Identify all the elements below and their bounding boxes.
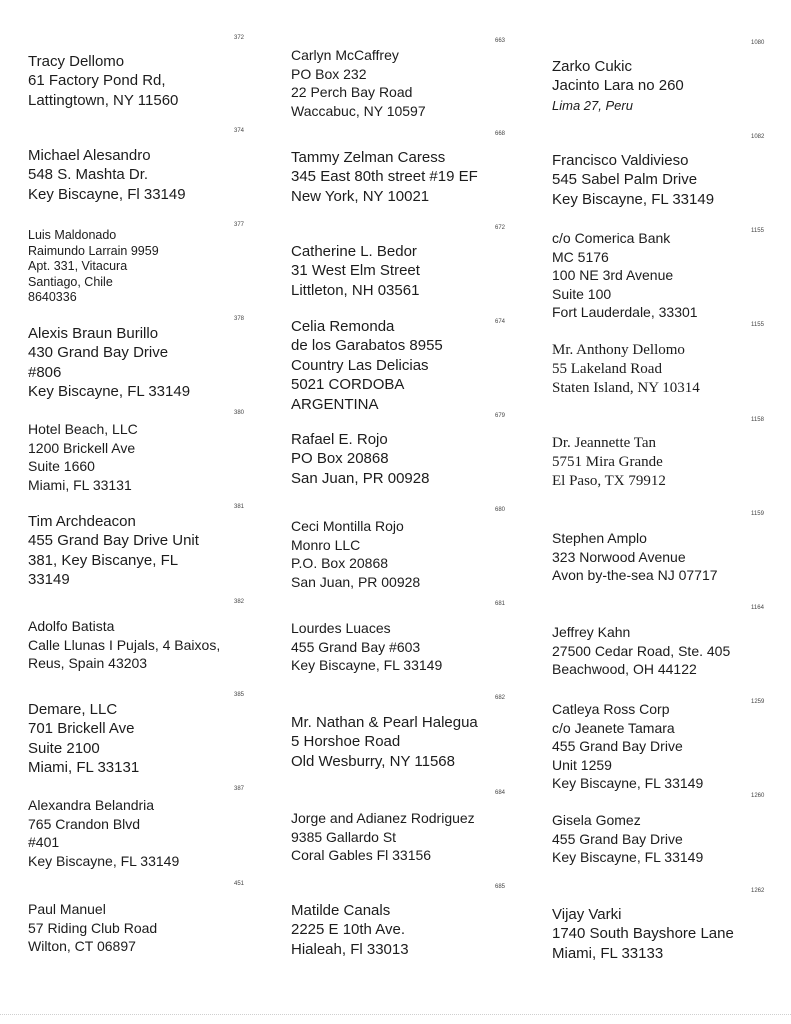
address-line: Beachwood, OH 44122 (552, 661, 697, 678)
address-label (28, 146, 258, 204)
address-line: PO Box 20868 (291, 450, 389, 468)
label-number: 681 (495, 601, 506, 607)
recipient-name: Alexis Braun Burillo (28, 325, 159, 342)
recipient-name: Michael Alesandro (28, 147, 151, 164)
address-line: c/o Jeanete Tamara (552, 719, 675, 736)
address-line: 701 Brickell Ave (28, 720, 135, 738)
address-line: Lattingtown, NY 11560 (28, 91, 179, 109)
recipient-name: Luis Maldonado (28, 228, 117, 242)
address-line: Key Biscayne, FL 33149 (552, 849, 704, 866)
address-label (552, 434, 782, 491)
address-line: Key Biscayne, FL 33149 (552, 775, 704, 792)
address-label (291, 430, 521, 488)
address-line: Waccabuc, NY 10597 (291, 102, 426, 119)
address-line: San Juan, PR 00928 (291, 469, 430, 487)
label-number: 1260 (751, 793, 765, 799)
address-label (552, 700, 782, 793)
address-line: Avon by-the-sea NJ 07717 (552, 567, 718, 584)
address-line: 27500 Cedar Road, Ste. 405 (552, 642, 731, 659)
address-label (291, 317, 521, 414)
address-line: Coral Gables Fl 33156 (291, 847, 432, 864)
address-line: de los Garabatos 8955 (291, 337, 443, 355)
label-number: 684 (495, 790, 506, 796)
address-label (291, 713, 521, 771)
address-label (552, 905, 782, 963)
address-line: Old Wesburry, NY 11568 (291, 752, 455, 770)
address-label (291, 517, 521, 591)
address-line: Miami, FL 33131 (28, 759, 140, 777)
address-line: Suite 2100 (28, 739, 100, 757)
address-label (552, 229, 782, 322)
address-line: Miami, FL 33131 (28, 476, 132, 493)
recipient-name: Dr. Jeannette Tan (552, 435, 657, 451)
address-line: #806 (28, 363, 62, 381)
address-label (28, 512, 258, 590)
address-line: Apt. 331, Vitacura (28, 259, 128, 274)
address-line: MC 5176 (552, 248, 609, 265)
address-line: 765 Crandon Blvd (28, 815, 141, 832)
address-label (552, 151, 782, 209)
address-line: 9385 Gallardo St (291, 828, 397, 845)
address-line: 33149 (28, 571, 70, 589)
label-number: 1259 (751, 699, 765, 705)
label-number: 380 (234, 410, 245, 416)
label-number: 1082 (751, 134, 765, 140)
address-line: 1740 South Bayshore Lane (552, 925, 734, 943)
recipient-name: Paul Manuel (28, 901, 106, 917)
label-number: 1155 (751, 322, 764, 328)
recipient-name: Matilde Canals (291, 902, 391, 919)
address-line: 57 Riding Club Road (28, 919, 158, 936)
label-number: 672 (495, 225, 506, 231)
address-label (28, 900, 258, 956)
address-line: Country Las Delicias (291, 356, 429, 374)
address-line: Calle Llunas I Pujals, 4 Baixos, (28, 636, 221, 653)
address-line: Suite 1660 (28, 458, 95, 475)
address-line: Key Biscayne, FL 33149 (552, 190, 715, 208)
address-line: 5 Horshoe Road (291, 733, 401, 751)
recipient-name: Vijay Varki (552, 906, 622, 923)
recipient-name: Alexandra Belandria (28, 797, 155, 813)
address-line: 55 Lakeland Road (552, 361, 662, 377)
label-number: 663 (495, 38, 506, 44)
recipient-name: Catleya Ross Corp (552, 701, 670, 717)
label-number: 1159 (751, 511, 764, 517)
label-number: 668 (495, 131, 506, 137)
recipient-name: Hotel Beach, LLC (28, 421, 138, 437)
address-line: Wilton, CT 06897 (28, 938, 136, 955)
address-label (291, 242, 521, 300)
recipient-name: Tim Archdeacon (28, 513, 136, 530)
address-line: Unit 1259 (552, 756, 612, 773)
label-number: 387 (234, 786, 245, 792)
address-line: Jacinto Lara no 260 (552, 77, 684, 95)
address-label (28, 420, 258, 494)
label-number: 674 (495, 319, 506, 325)
recipient-name: Tammy Zelman Caress (291, 149, 446, 166)
address-line: 5021 CORDOBA (291, 376, 405, 394)
recipient-name: Jeffrey Kahn (552, 624, 631, 640)
label-number: 372 (234, 35, 245, 41)
address-line: 345 East 80th street #19 EF (291, 168, 478, 186)
label-number: 374 (234, 128, 245, 134)
address-label (28, 228, 258, 306)
label-number: 685 (495, 884, 506, 890)
label-number: 680 (495, 507, 506, 513)
label-number: 1164 (751, 605, 764, 611)
recipient-name: c/o Comerica Bank (552, 230, 671, 246)
address-label (291, 148, 521, 206)
page-bottom-edge (0, 1014, 791, 1016)
address-line: Key Biscayne, FL 33149 (291, 657, 443, 674)
address-line: Fort Lauderdale, 33301 (552, 304, 698, 321)
address-line: New York, NY 10021 (291, 187, 430, 205)
address-line: Miami, FL 33133 (552, 944, 664, 962)
address-label (552, 623, 782, 679)
address-line: 381, Key Biscanye, FL (28, 551, 179, 569)
address-line: 61 Factory Pond Rd, (28, 72, 166, 90)
address-line: 455 Grand Bay #603 (291, 638, 421, 655)
recipient-name: Mr. Nathan & Pearl Halegua (291, 714, 478, 731)
address-line: Key Biscayne, FL 33149 (28, 852, 180, 869)
recipient-name: Gisela Gomez (552, 812, 641, 828)
address-line: Lima 27, Peru (552, 97, 633, 113)
address-line: Raimundo Larrain 9959 (28, 243, 159, 258)
label-number: 1158 (751, 417, 764, 423)
recipient-name: Demare, LLC (28, 701, 118, 718)
address-label (552, 57, 782, 115)
label-number: 378 (234, 316, 245, 322)
address-line: 100 NE 3rd Avenue (552, 267, 674, 284)
address-line: El Paso, TX 79912 (552, 473, 666, 489)
address-label (291, 901, 521, 959)
address-label (28, 324, 258, 402)
label-number: 1262 (751, 888, 765, 894)
recipient-name: Catherine L. Bedor (291, 243, 417, 260)
address-label (291, 46, 521, 120)
address-line: Santiago, Chile (28, 274, 113, 289)
label-number: 385 (234, 692, 245, 698)
address-line: 548 S. Mashta Dr. (28, 166, 149, 184)
address-line: 1200 Brickell Ave (28, 439, 136, 456)
recipient-name: Celia Remonda (291, 318, 395, 335)
address-label (28, 617, 258, 673)
recipient-name: Ceci Montilla Rojo (291, 518, 404, 534)
address-label (552, 529, 782, 585)
address-line: 2225 E 10th Ave. (291, 921, 405, 939)
address-line: Hialeah, Fl 33013 (291, 940, 409, 958)
address-line: Monro LLC (291, 536, 361, 553)
label-number: 679 (495, 413, 506, 419)
address-label (552, 341, 782, 398)
recipient-name: Rafael E. Rojo (291, 431, 388, 448)
address-line: 455 Grand Bay Drive (552, 738, 683, 755)
address-line: 323 Norwood Avenue (552, 548, 686, 565)
recipient-name: Adolfo Batista (28, 618, 115, 634)
recipient-name: Zarko Cukic (552, 58, 633, 75)
address-line: Suite 100 (552, 285, 612, 302)
address-label (291, 809, 521, 865)
address-line: ARGENTINA (291, 395, 379, 413)
label-number: 1155 (751, 228, 764, 234)
address-line: 31 West Elm Street (291, 262, 420, 280)
recipient-name: Carlyn McCaffrey (291, 47, 399, 63)
address-line: PO Box 232 (291, 65, 367, 82)
address-label (28, 796, 258, 870)
address-line: 455 Grand Bay Drive Unit (28, 532, 199, 550)
address-label (291, 619, 521, 675)
address-line: Key Biscayne, Fl 33149 (28, 185, 186, 203)
address-line: Staten Island, NY 10314 (552, 380, 700, 396)
address-label (28, 700, 258, 778)
label-number: 377 (234, 222, 245, 228)
address-line: P.O. Box 20868 (291, 555, 389, 572)
recipient-name: Lourdes Luaces (291, 620, 391, 636)
address-line: Littleton, NH 03561 (291, 281, 420, 299)
address-line: Reus, Spain 43203 (28, 655, 148, 672)
label-number: 382 (234, 599, 245, 605)
address-line: 430 Grand Bay Drive (28, 344, 169, 362)
address-line: 455 Grand Bay Drive (552, 830, 683, 847)
label-number: 451 (234, 881, 245, 887)
label-number: 682 (495, 695, 506, 701)
recipient-name: Tracy Dellomo (28, 53, 125, 70)
label-number: 381 (234, 504, 245, 510)
address-label (552, 811, 782, 867)
address-line: 545 Sabel Palm Drive (552, 171, 698, 189)
recipient-name: Mr. Anthony Dellomo (552, 342, 685, 358)
recipient-name: Stephen Amplo (552, 530, 647, 546)
address-label (28, 52, 258, 110)
recipient-name: Jorge and Adianez Rodriguez (291, 810, 475, 826)
recipient-name: Francisco Valdivieso (552, 152, 689, 169)
address-line: San Juan, PR 00928 (291, 573, 421, 590)
address-line: 5751 Mira Grande (552, 454, 663, 470)
address-line: 22 Perch Bay Road (291, 84, 413, 101)
address-line: Key Biscayne, FL 33149 (28, 383, 191, 401)
address-line: 8640336 (28, 290, 77, 305)
address-line: #401 (28, 834, 60, 851)
label-number: 1080 (751, 40, 765, 46)
